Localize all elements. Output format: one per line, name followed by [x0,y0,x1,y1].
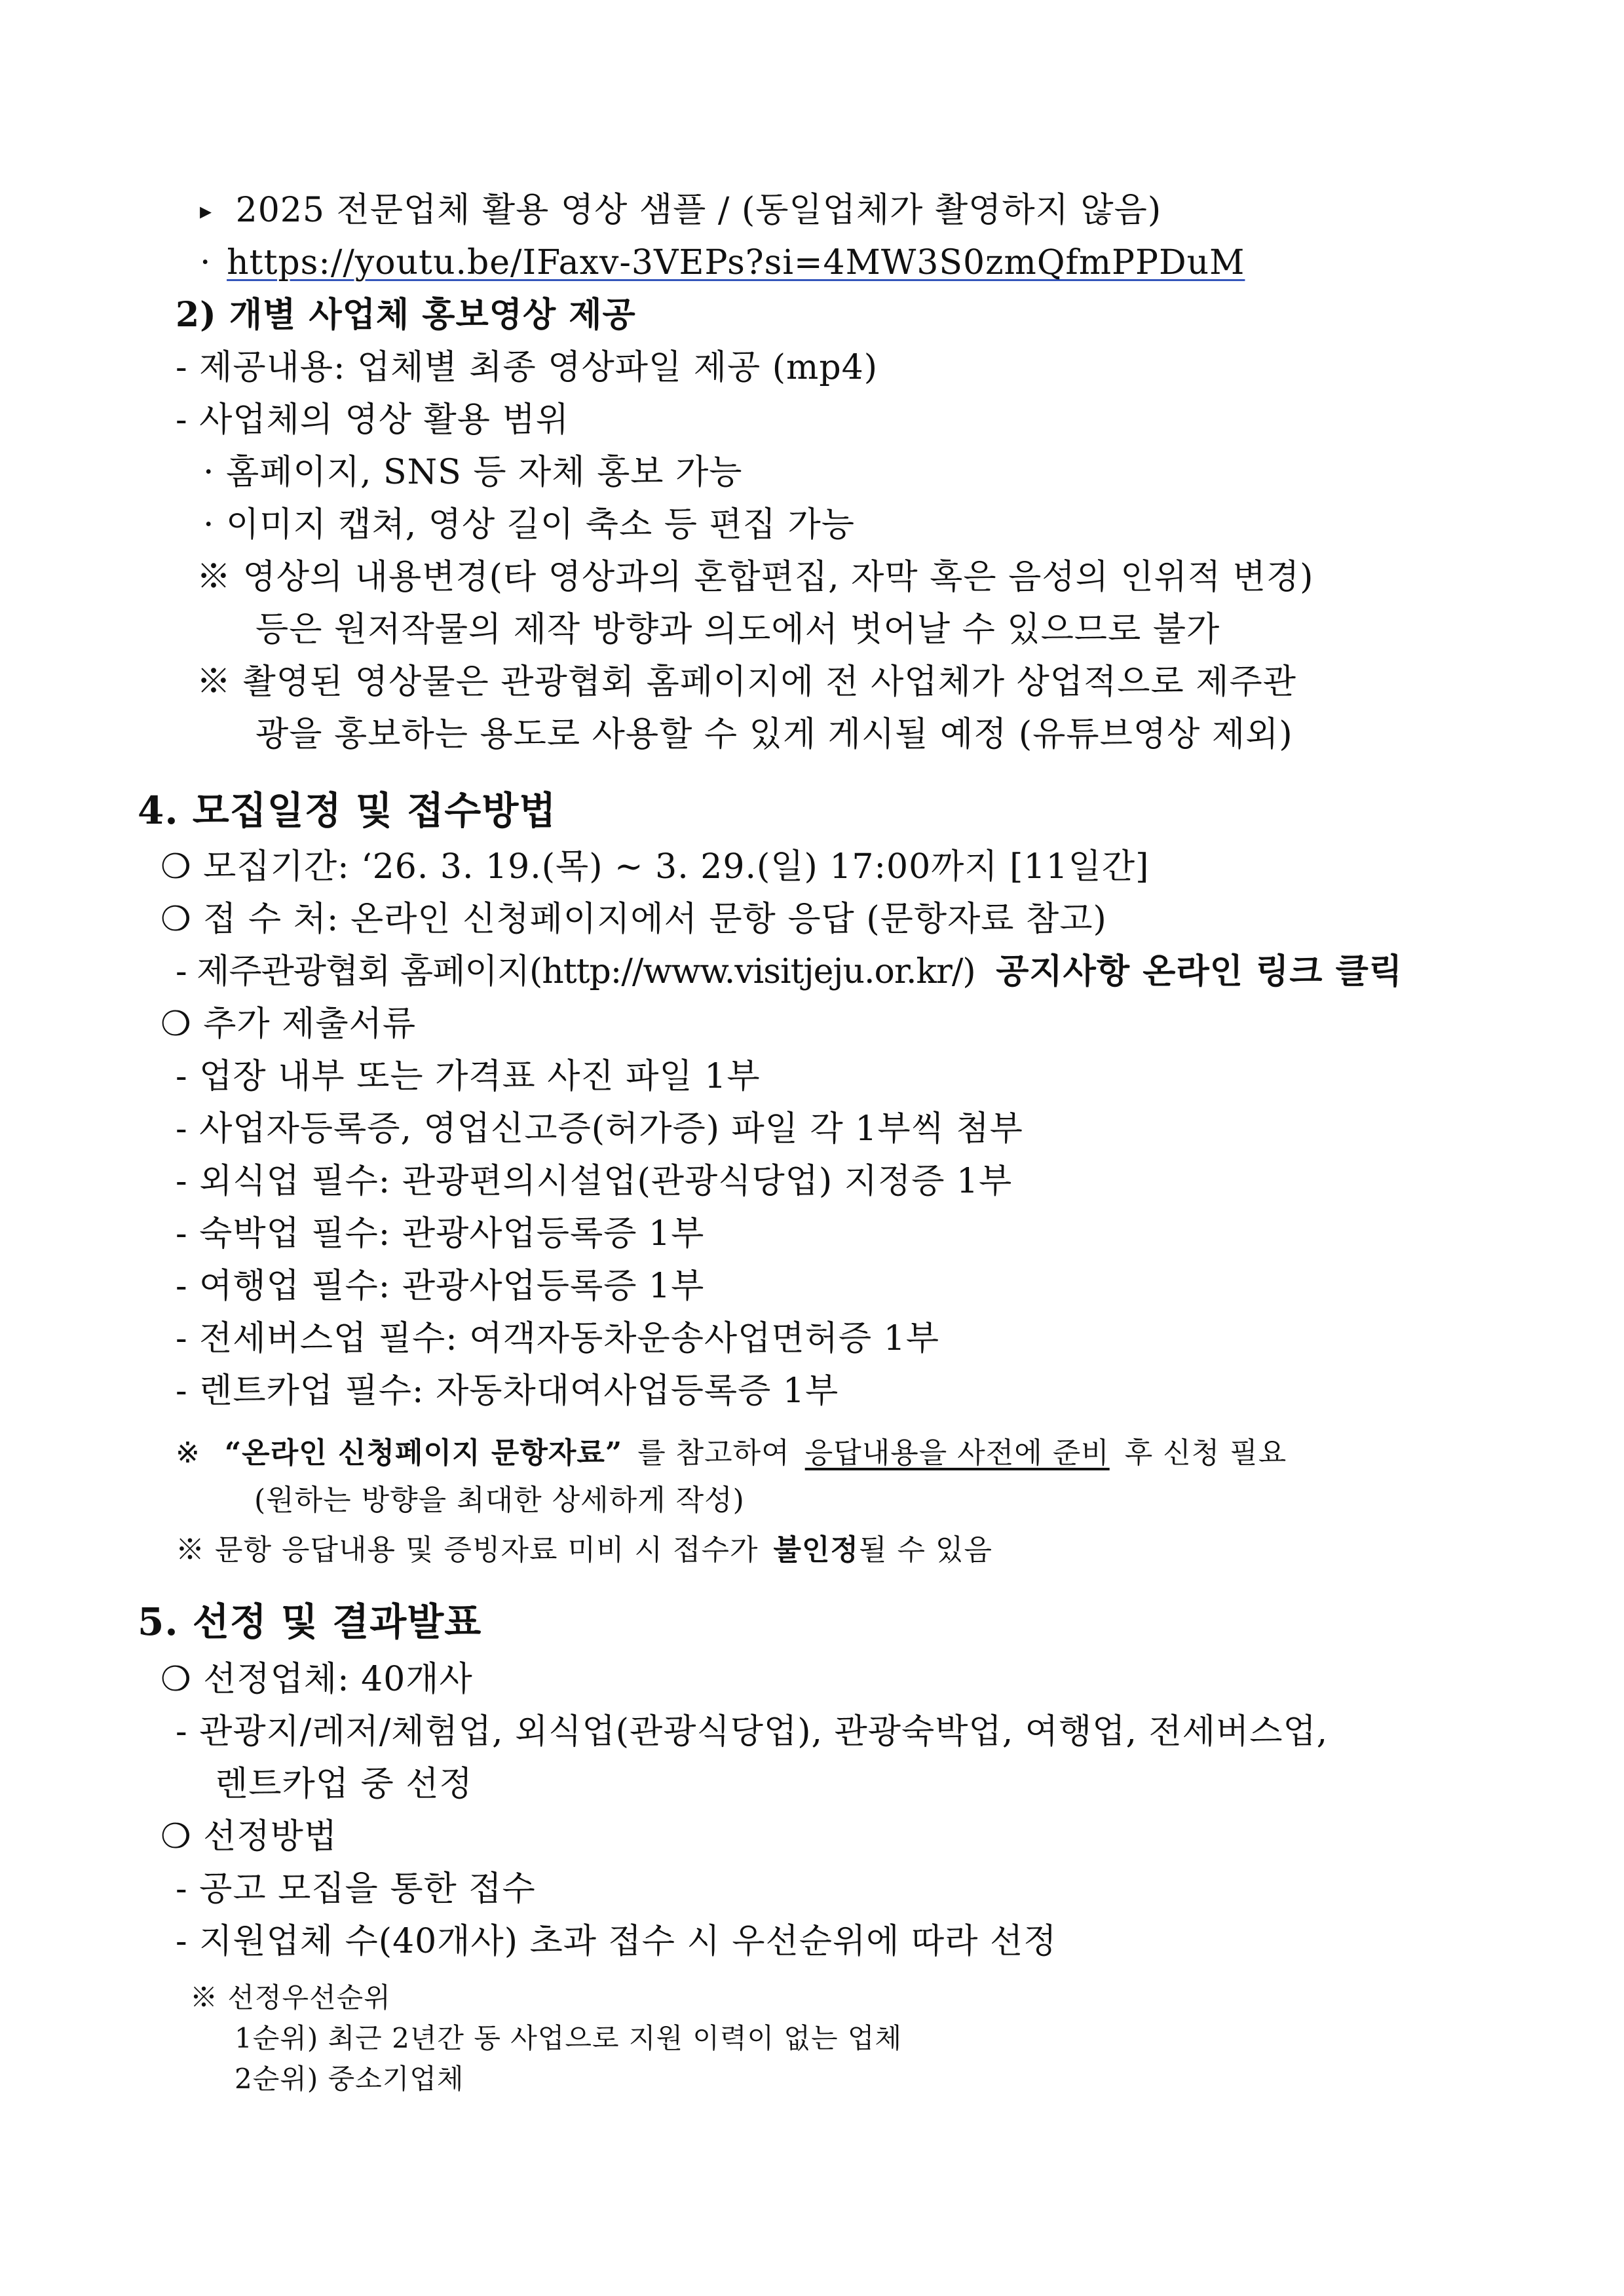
priority-1: 1순위) 최근 2년간 동 사업으로 지원 이력이 없는 업체 [235,2022,903,2054]
sample-url-line [200,241,1245,284]
note-underlined-text: 응답내용을 사전에 준비 [804,1436,1110,1470]
notice-link-text: 공지사항 온라인 링크 클릭 [996,951,1403,991]
url-bullet: · [200,243,212,282]
sample-video-line [200,189,1161,233]
provide-content: - 제공내용: 업체별 최종 영상파일 제공 (mp4) [176,348,878,387]
note-content-change: ※ 영상의 내용변경(타 영상과의 혼합편집, 자막 혹은 음성의 인위적 변경) [197,558,1314,597]
note-incomplete-start: ※ 문항 응답내용 및 증빙자료 미비 시 접수가 [176,1533,759,1567]
note-content-change-cont: 등은 원저작물의 제작 방향과 의도에서 벗어날 수 있으므로 불가 [255,610,1220,649]
selection-types: - 관광지/레저/체험업, 외식업(관광식당업), 관광숙박업, 여행업, 전세버스업, [176,1712,1329,1751]
doc-item: - 숙박업 필수: 관광사업등록증 1부 [176,1214,705,1253]
triangle-bullet-icon: ▸ [200,198,213,225]
selection-method-item: - 공고 모집을 통한 접수 [176,1869,536,1909]
homepage-prefix: - 제주관광협회 홈페이지(http://www.visitjeju.or.kr/) [176,952,975,991]
note-mid-text: 를 참고하여 [637,1436,790,1470]
selection-count: ❍ 선정업체: 40개사 [161,1660,473,1699]
doc-item: - 사업자등록증, 영업신고증(허가증) 파일 각 1부씩 첨부 [176,1109,1023,1149]
usage-edit: · 이미지 캡쳐, 영상 길이 축소 등 편집 가능 [203,505,856,545]
note-posting: ※ 촬영된 영상물은 관광협회 홈페이지에 전 사업체가 상업적으로 제주관 [197,662,1296,702]
doc-item: - 업장 내부 또는 가격표 사진 파일 1부 [176,1057,761,1096]
doc-item: - 전세버스업 필수: 여객자동차운송사업면허증 1부 [176,1319,939,1358]
note-posting-cont: 광을 홍보하는 용도로 사용할 수 있게 게시될 예정 (유튜브영상 제외) [255,715,1293,754]
section5-heading: 5. 선정 및 결과발표 [138,1599,482,1644]
sample-video-text: 2025 전문업체 활용 영상 샘플 / (동일업체가 촬영하지 않음) [235,191,1162,230]
note-mark: ※ [176,1436,200,1470]
note-online-materials-cont: (원하는 방향을 최대한 상세하게 작성) [254,1483,745,1517]
note-bold-text: “온라인 신청페이지 문항자료” [224,1436,623,1470]
sample-video-link[interactable]: https://youtu.be/IFaxv-3VEPs?si=4MW3S0zmQfmPPDuM [227,243,1245,282]
priority-title: ※ 선정우선순위 [190,1981,391,2014]
doc-item: - 여행업 필수: 관광사업등록증 1부 [176,1267,705,1306]
priority-2: 2순위) 중소기업체 [235,2063,464,2095]
note-end-text: 후 신청 필요 [1124,1436,1287,1470]
section4-heading: 4. 모집일정 및 접수방법 [138,788,557,833]
item2-title: 2) 개별 사업체 홍보영상 제공 [176,295,636,335]
note-online-materials [176,1435,1287,1472]
selection-types-cont: 렌트카업 중 선정 [215,1765,473,1804]
usage-homepage: · 홈페이지, SNS 등 자체 홍보 가능 [203,453,743,492]
doc-item: - 렌트카업 필수: 자동차대여사업등록증 1부 [176,1371,839,1411]
usage-scope: - 사업체의 영상 활용 범위 [176,400,570,440]
note-incomplete-end: 될 수 있음 [859,1533,992,1567]
reception-place: ❍ 접 수 처: 온라인 신청페이지에서 문항 응답 (문항자료 참고) [161,900,1107,939]
note-incomplete-bold: 불인정 [773,1533,859,1567]
selection-method-title: ❍ 선정방법 [161,1817,338,1856]
selection-method-item: - 지원업체 수(40개사) 초과 접수 시 우선순위에 따라 선정 [176,1922,1057,1961]
recruit-period: ❍ 모집기간: ‘26. 3. 19.(목) ~ 3. 29.(일) 17:00까지 [11일간] [161,847,1150,887]
extra-docs-title: ❍ 추가 제출서류 [161,1004,417,1044]
note-incomplete [176,1532,992,1569]
doc-item: - 외식업 필수: 관광편의시설업(관광식당업) 지정증 1부 [176,1162,1013,1201]
homepage-link-line [176,950,1403,993]
